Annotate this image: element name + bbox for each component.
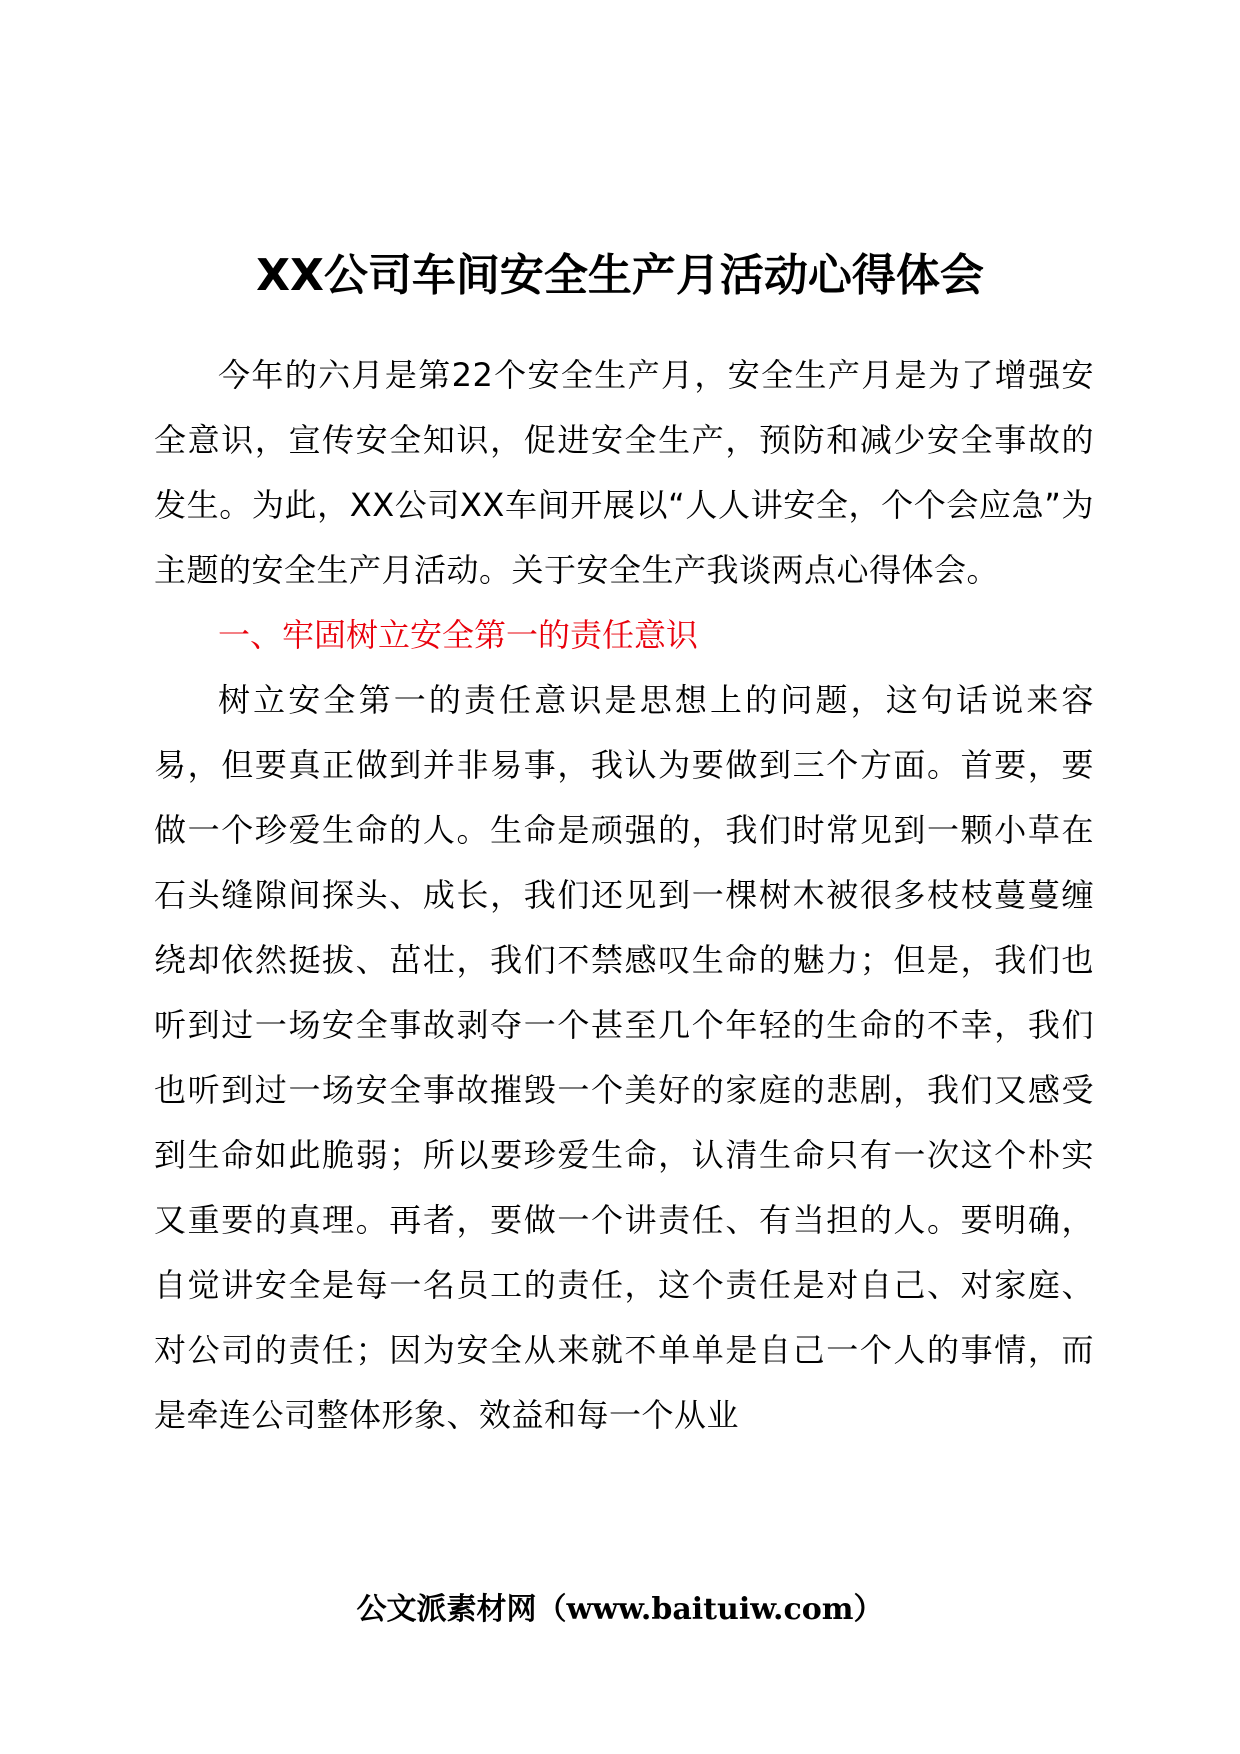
section-1-paragraph: 树立安全第一的责任意识是思想上的问题，这句话说来容易，但要真正做到并非易事，我认为要做到三个方面。首要，要做一个珍爱生命的人。生命是顽强的，我们时常见到一颗小草在石头缝隙间探头、成长，我们还见到一棵树木被很多枝枝蔓蔓缠绕却依然挺拔、茁壮，我们不禁感叹生命的魅力；但是，我们也听到过一场安全事故剥夺一个甚至几个年轻的生命的不幸，我们也听到过一场安全事故摧毁一个美好的家庭的悲剧，我们又感受到生命如此脆弱；所以要珍爱生命，认清生命只有一次这个朴实又重要的真理。再者，要做一个讲责任、有当担的人。要明确，自觉讲安全是每一名员工的责任，这个责任是对自己、对家庭、对公司的责任；因为安全从来就不单单是自己一个人的事情，而是牵连公司整体形象、效益和每一个从业 [154, 681, 1094, 1434]
document-title: XX公司车间安全生产月活动心得体会 [256, 250, 984, 301]
document-body [154, 343, 1094, 1448]
intro-paragraph: 今年的六月是第22个安全生产月，安全生产月是为了增强安全意识，宣传安全知识，促进安全生产，预防和减少安全事故的发生。为此，XX公司XX车间开展以“人人讲安全，个个会应急”为主题的安全生产月活动。关于安全生产我谈两点心得体会。 [154, 356, 1094, 589]
footer-watermark: 公文派素材网（www.baituiw.com） [356, 1592, 884, 1627]
section-heading-1: 一、牢固树立安全第一的责任意识 [218, 616, 699, 654]
